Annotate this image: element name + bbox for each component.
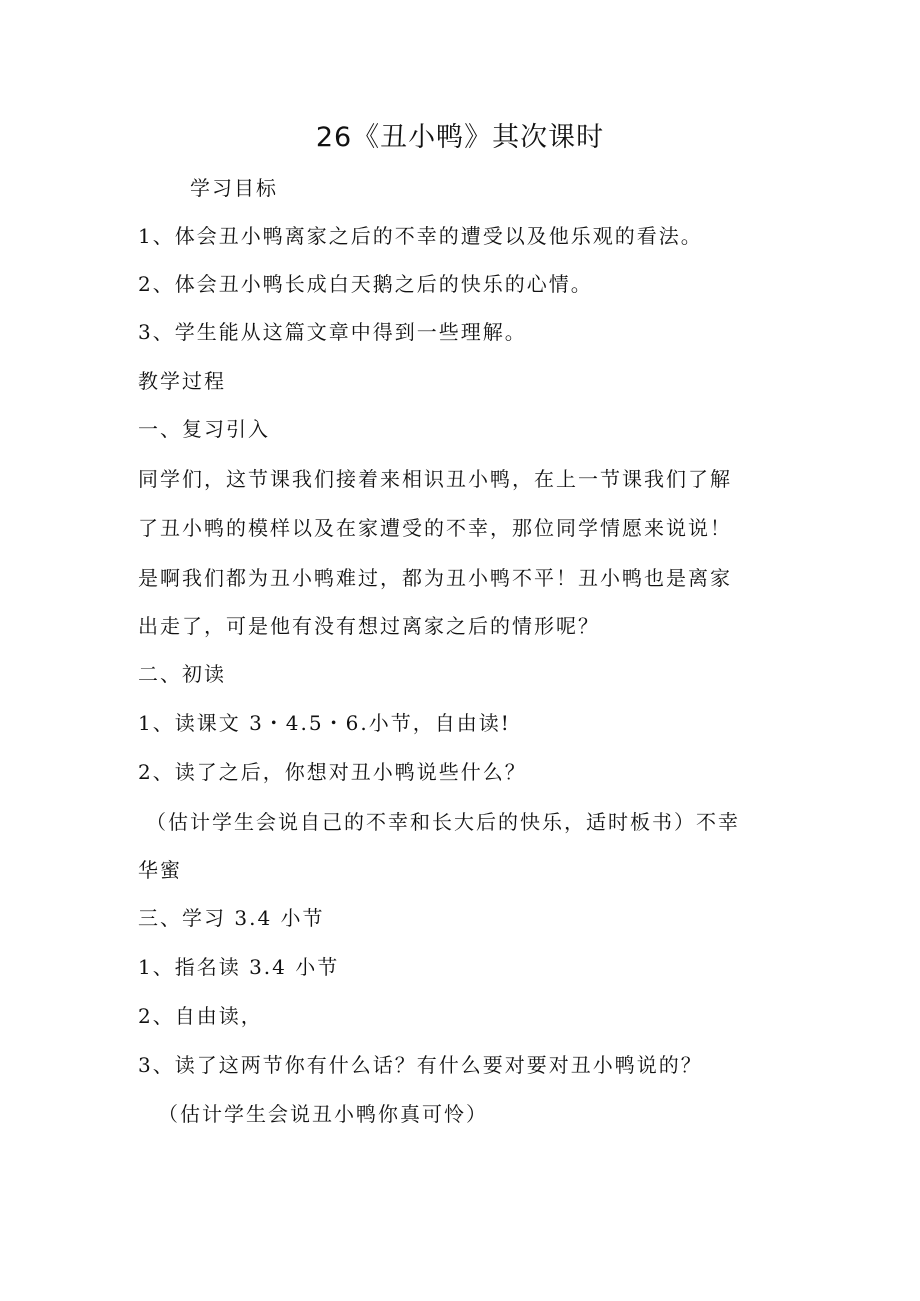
- paragraph-line: 华蜜: [138, 858, 182, 882]
- section-heading-objectives: 学习目标: [190, 176, 278, 200]
- subheading-study: 三、学习 3.4 小节: [138, 906, 325, 930]
- paragraph-line: 了丑小鸭的模样以及在家遭受的不幸，那位同学情愿来说说！: [138, 516, 732, 540]
- objective-item-3: 3、学生能从这篇文章中得到一些理解。: [138, 320, 527, 344]
- paragraph-line: （估计学生会说自己的不幸和长大后的快乐，适时板书）不幸: [146, 810, 740, 834]
- list-item: 2、读了之后，你想对丑小鸭说些什么？: [138, 760, 527, 784]
- subheading-first-reading: 二、初读: [138, 662, 226, 686]
- paragraph-line: 是啊我们都为丑小鸭难过，都为丑小鸭不平！丑小鸭也是离家: [138, 566, 732, 590]
- paragraph-line: 同学们，这节课我们接着来相识丑小鸭，在上一节课我们了解: [138, 467, 732, 491]
- list-item: 3、读了这两节你有什么话？有什么要对要对丑小鸭说的？: [138, 1053, 703, 1077]
- paragraph-line: （估计学生会说丑小鸭你真可怜）: [158, 1102, 488, 1126]
- subheading-review: 一、复习引入: [138, 417, 270, 441]
- objective-item-2: 2、体会丑小鸭长成白天鹅之后的快乐的心情。: [138, 272, 593, 296]
- section-heading-process: 教学过程: [138, 369, 226, 393]
- list-item: 1、指名读 3.4 小节: [138, 955, 340, 979]
- document-title: 26《丑小鸭》其次课时: [315, 122, 605, 153]
- paragraph-line: 出走了，可是他有没有想过离家之后的情形呢？: [138, 614, 600, 638]
- objective-item-1: 1、体会丑小鸭离家之后的不幸的遭受以及他乐观的看法。: [138, 224, 703, 248]
- list-item: 1、读课文 3・4.5・6.小节，自由读!: [138, 711, 511, 735]
- list-item: 2、自由读，: [138, 1004, 263, 1028]
